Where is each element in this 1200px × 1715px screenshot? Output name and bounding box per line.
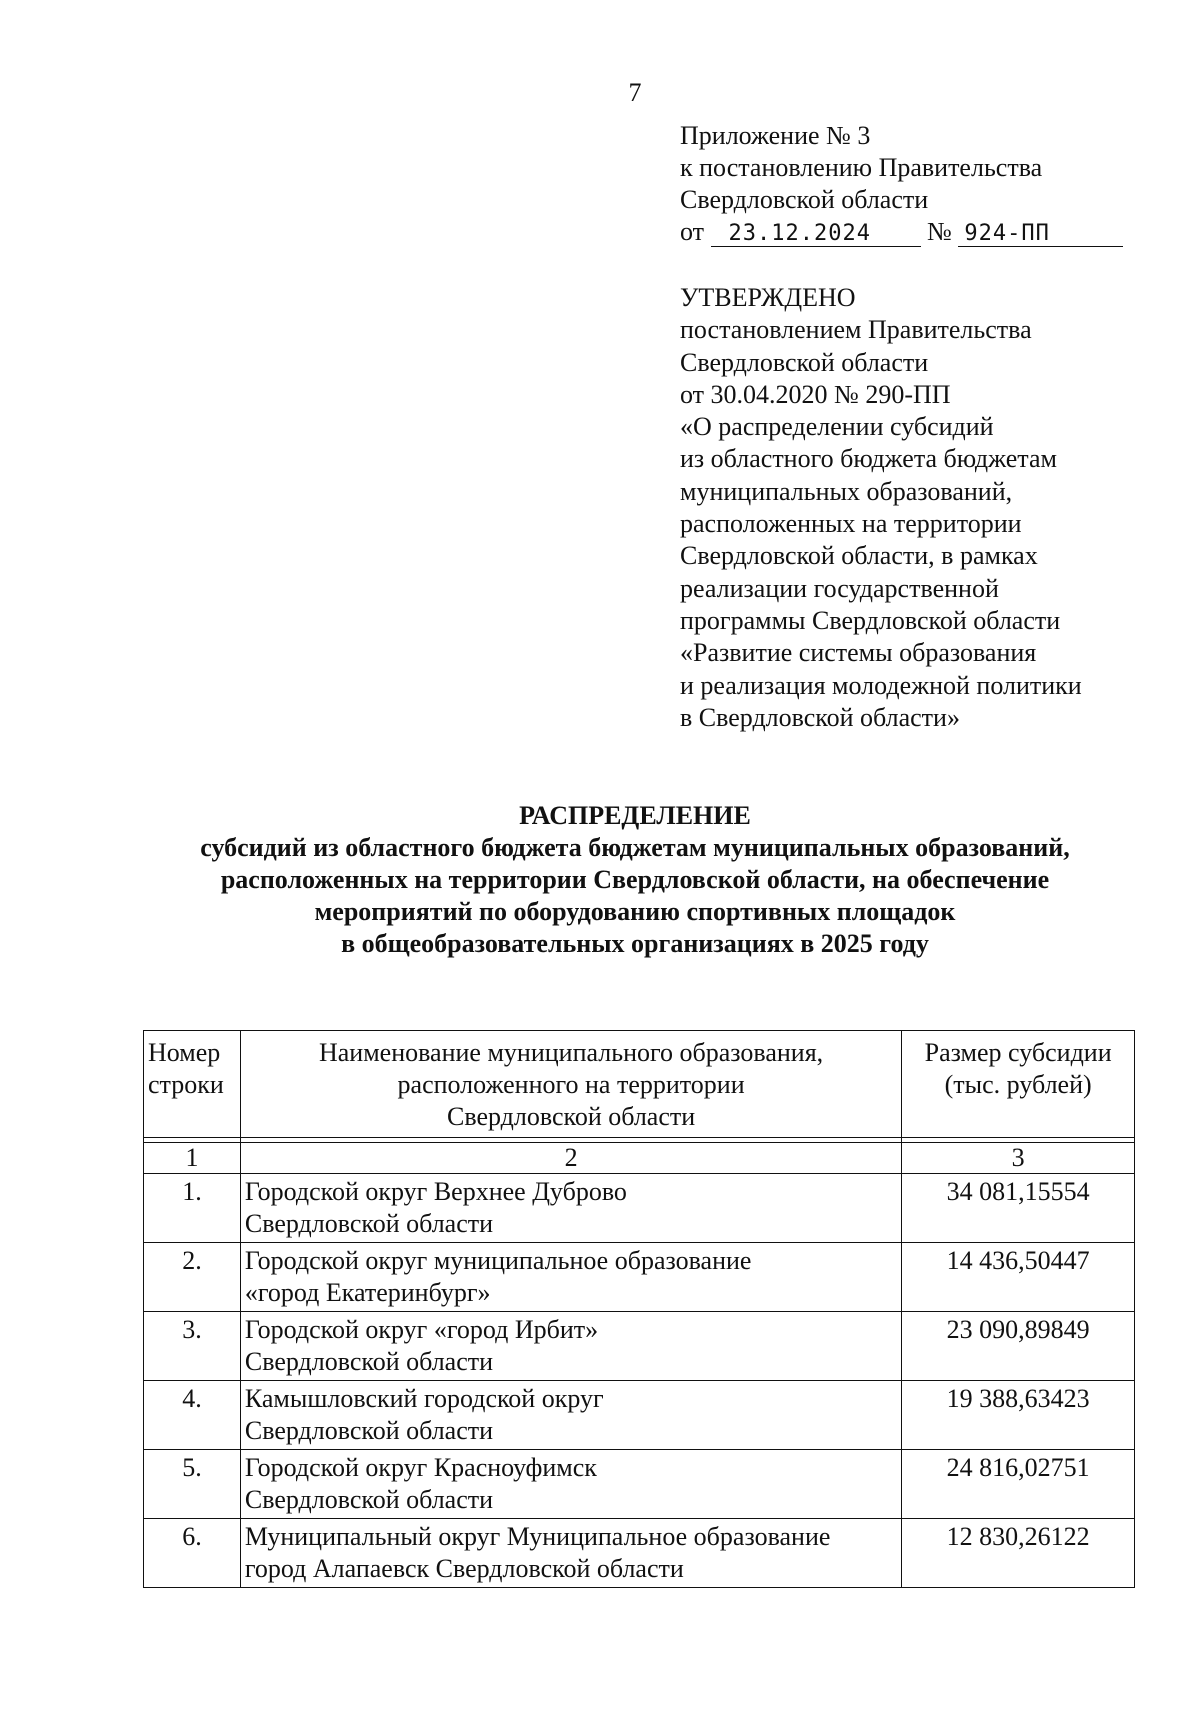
name-line: Свердловской области: [244, 1485, 494, 1514]
name-line: Свердловской области: [244, 1209, 494, 1238]
name-line: Свердловской области: [244, 1416, 494, 1445]
number-value: 924-ПП: [964, 221, 1050, 246]
column-index-row: [144, 1143, 1135, 1174]
name-line: Муниципальный округ Муниципальное образование: [244, 1522, 831, 1551]
heading-subtitle-line: расположенных на территории Свердловской области, на обеспечение: [220, 865, 1050, 894]
heading-subtitle-line: мероприятий по оборудованию спортивных площадок: [314, 897, 956, 926]
row-number: 5.: [144, 1450, 241, 1519]
heading-subtitle-line: в общеобразовательных организациях в 2025 году: [341, 929, 929, 958]
column-index: 1: [144, 1143, 241, 1174]
approved-line: реализации государственной: [680, 573, 999, 603]
number-label: №: [927, 217, 952, 246]
approved-block: [680, 282, 1082, 734]
row-number: 3.: [144, 1312, 241, 1381]
approved-line: муниципальных образований,: [680, 476, 1013, 506]
name-line: Камышловский городской округ: [244, 1384, 604, 1413]
header-subsidy-amount: [902, 1031, 1135, 1138]
row-number: 4.: [144, 1381, 241, 1450]
number-field: [958, 220, 1123, 247]
name-line: Городской округ Верхнее Дуброво: [244, 1177, 627, 1206]
table-row: [144, 1450, 1135, 1519]
heading-subtitle-line: субсидий из областного бюджета бюджетам муниципальных образований,: [200, 833, 1070, 862]
header-text: Наименование муниципального образования,: [318, 1038, 824, 1067]
name-line: город Алапаевск Свердловской области: [244, 1554, 684, 1583]
table-row: [144, 1174, 1135, 1243]
approved-line: УТВЕРЖДЕНО: [680, 283, 856, 312]
document-heading: [130, 800, 1140, 960]
subsidy-amount: 23 090,89849: [902, 1312, 1135, 1381]
municipality-name: [240, 1519, 901, 1588]
approved-line: от 30.04.2020 № 290-ПП: [680, 379, 951, 409]
approved-line: Свердловской области: [680, 347, 929, 377]
header-text: Свердловской области: [447, 1102, 696, 1131]
subsidy-table: [143, 1030, 1135, 1588]
from-label: от: [680, 217, 705, 246]
approved-line: постановлением Правительства: [680, 315, 1032, 345]
date-field: [711, 220, 921, 247]
approved-line: расположенных на территории: [680, 509, 1022, 539]
name-line: Городской округ «город Ирбит»: [244, 1315, 599, 1344]
approved-line: программы Свердловской области: [680, 605, 1061, 635]
header-text: (тыс. рублей): [944, 1070, 1092, 1099]
header-text: Размер субсидии: [924, 1038, 1112, 1067]
header-municipality: [240, 1031, 901, 1138]
row-number: 1.: [144, 1174, 241, 1243]
approved-line: «Развитие системы образования: [680, 638, 1037, 668]
row-number: 6.: [144, 1519, 241, 1588]
appendix-block: [680, 120, 1123, 248]
approved-line: «О распределении субсидий: [680, 412, 994, 442]
header-text: расположенного на территории: [397, 1070, 745, 1099]
subsidy-amount: 19 388,63423: [902, 1381, 1135, 1450]
subsidy-amount: 14 436,50447: [902, 1243, 1135, 1312]
name-line: «город Екатеринбург»: [244, 1278, 491, 1307]
municipality-name: [240, 1381, 901, 1450]
date-value: 23.12.2024: [728, 221, 871, 246]
approved-line: в Свердловской области»: [680, 702, 960, 732]
name-line: Городской округ Красноуфимск: [244, 1453, 597, 1482]
header-row-number: [144, 1031, 241, 1138]
header-text: строки: [148, 1070, 224, 1099]
table-row: [144, 1312, 1135, 1381]
municipality-name: [240, 1243, 901, 1312]
column-index: 2: [240, 1143, 901, 1174]
approved-line: Свердловской области, в рамках: [680, 541, 1038, 571]
name-line: Свердловской области: [244, 1347, 494, 1376]
page-number: 7: [628, 78, 642, 107]
approved-line: из областного бюджета бюджетам: [680, 444, 1057, 474]
header-text: Номер: [148, 1038, 221, 1067]
table-row: [144, 1243, 1135, 1312]
heading-title: РАСПРЕДЕЛЕНИЕ: [519, 801, 751, 830]
table-row: [144, 1381, 1135, 1450]
municipality-name: [240, 1450, 901, 1519]
appendix-reference: к постановлению Правительства: [680, 153, 1043, 182]
subsidy-amount: 24 816,02751: [902, 1450, 1135, 1519]
table-row: [144, 1519, 1135, 1588]
appendix-title: Приложение № 3: [680, 121, 871, 150]
table-header-row: [144, 1031, 1135, 1138]
name-line: Городской округ муниципальное образование: [244, 1246, 752, 1275]
appendix-date-line: [680, 216, 1123, 248]
subsidy-amount: 34 081,15554: [902, 1174, 1135, 1243]
municipality-name: [240, 1174, 901, 1243]
appendix-region: Свердловской области: [680, 185, 929, 214]
column-index: 3: [902, 1143, 1135, 1174]
municipality-name: [240, 1312, 901, 1381]
subsidy-amount: 12 830,26122: [902, 1519, 1135, 1588]
row-number: 2.: [144, 1243, 241, 1312]
approved-line: и реализация молодежной политики: [680, 670, 1082, 700]
